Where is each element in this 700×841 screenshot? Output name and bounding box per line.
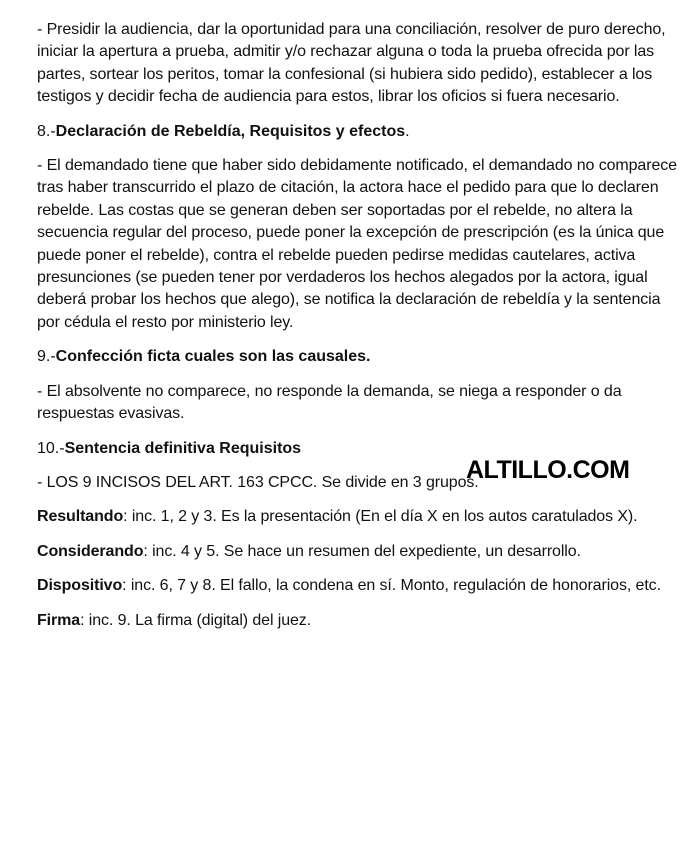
section-10-body: - LOS 9 INCISOS DEL ART. 163 CPCC. Se divide en 3 grupos.	[37, 473, 479, 491]
dispositivo-text: : inc. 6, 7 y 8. El fallo, la condena en sí. Monto, regulación de honorarios, etc.	[122, 577, 661, 595]
section-9-heading	[37, 346, 682, 368]
altillo-watermark: ALTILLO.COM	[466, 456, 630, 484]
dispositivo-item	[37, 575, 682, 597]
resultando-text: : inc. 1, 2 y 3. Es la presentación (En el día X en los autos caratulados X).	[123, 508, 638, 526]
firma-item	[37, 610, 682, 632]
section-8-body: - El demandado tiene que haber sido debidamente notificado, el demandado no comparece tras haber transcurrido el plazo de citación, la actora hace el pedido para que lo declaren rebelde. Las costas que se generan deben ser soportadas por el rebelde, no altera la secuencia regular del proceso, puede poner la excepción de prescripción (es la única que puede poner el rebelde), contra el rebelde pueden pedirse medidas cautelares, activa presunciones (se pueden tener por verdaderos los hechos alegados por la actora, igual deberá probar los hechos que alego), se notifica la declaración de rebeldía y la sentencia por cédula el resto por ministerio ley.	[37, 157, 677, 331]
document-page	[37, 19, 682, 644]
intro-paragraph: - Presidir la audiencia, dar la oportunidad para una conciliación, resolver de puro derecho, iniciar la apertura a prueba, admitir y/o rechazar alguna o toda la prueba ofrecida por las partes, sortear los peritos, tomar la confesional (si hubiera sido pedido), establecer a los testigos y decidir fecha de audiencia para estos, librar los oficios si fuera necesario.	[37, 21, 666, 106]
resultando-label: Resultando	[37, 508, 124, 526]
considerando-item	[37, 541, 682, 563]
considerando-text: : inc. 4 y 5. Se hace un resumen del expediente, un desarrollo.	[143, 542, 581, 560]
section-9-number: 9.-	[37, 348, 56, 366]
firma-text: : inc. 9. La firma (digital) del juez.	[80, 611, 312, 629]
section-8-number: 8.-	[37, 122, 56, 140]
section-8-heading	[37, 121, 682, 143]
dispositivo-label: Dispositivo	[37, 577, 123, 595]
section-9-body: - El absolvente no comparece, no responde la demanda, se niega a responder o da respuestas evasivas.	[37, 382, 622, 423]
firma-label: Firma	[37, 611, 81, 629]
section-10-number: 10.-	[37, 439, 65, 457]
section-10-title: Sentencia definitiva Requisitos	[64, 439, 302, 457]
resultando-item	[37, 506, 682, 528]
section-9-title: Confección ficta cuales son las causales.	[55, 348, 371, 366]
section-8-title: Declaración de Rebeldía, Requisitos y efectos	[55, 122, 406, 140]
considerando-label: Considerando	[37, 542, 144, 560]
section-8-title-end: .	[405, 122, 410, 140]
